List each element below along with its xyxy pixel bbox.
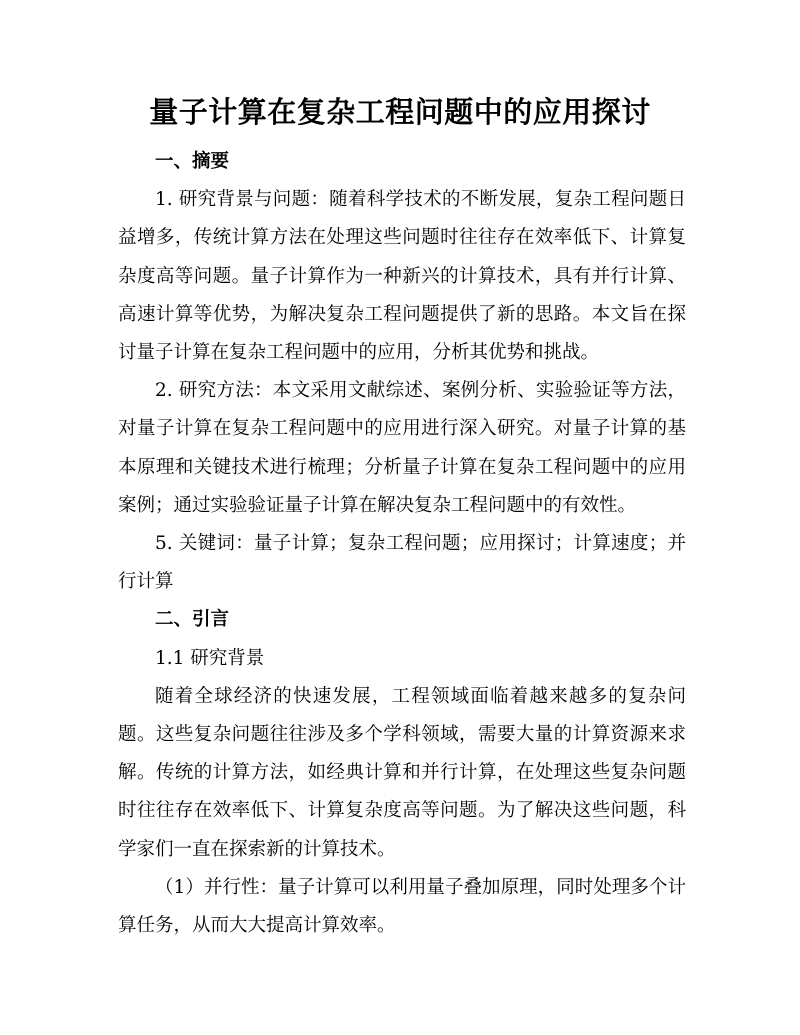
document-body [118, 143, 686, 945]
document-title: 量子计算在复杂工程问题中的应用探讨 [149, 95, 651, 129]
abstract-paragraph-methods: 2. 研究方法：本文采用文献综述、案例分析、实验验证等方法，对量子计算在复杂工程问题中的应用进行深入研究。对量子计算的基本原理和关键技术进行梳理；分析量子计算在复杂工程问题中的应用案例；通过实验验证量子计算在解决复杂工程问题中的有效性。 [118, 380, 686, 516]
intro-heading: 二、引言 [155, 609, 230, 631]
abstract-paragraph-keywords: 5. 关键词：量子计算；复杂工程问题；应用探讨；计算速度；并行计算 [118, 533, 686, 593]
intro-paragraph-background: 随着全球经济的快速发展，工程领域面临着越来越多的复杂问题。这些复杂问题往往涉及多个学科领域，需要大量的计算资源来求解。传统的计算方法，如经典计算和并行计算，在处理这些复杂问题时往往存在效率低下、计算复杂度高等问题。为了解决这些问题，科学家们一直在探索新的计算技术。 [118, 685, 686, 860]
intro-paragraph-parallelism: （1）并行性：量子计算可以利用量子叠加原理，同时处理多个计算任务，从而大大提高计算效率。 [118, 876, 686, 937]
intro-subheading-background: 1.1 研究背景 [155, 647, 265, 669]
abstract-heading: 一、摘要 [155, 151, 230, 172]
abstract-paragraph-background: 1. 研究背景与问题：随着科学技术的不断发展，复杂工程问题日益增多，传统计算方法在处理这些问题时往往存在效率低下、计算复杂度高等问题。量子计算作为一种新兴的计算技术，具有并行计算、高速计算等优势，为解决复杂工程问题提供了新的思路。本文旨在探讨量子计算在复杂工程问题中的应用，分析其优势和挑战。 [118, 189, 686, 364]
